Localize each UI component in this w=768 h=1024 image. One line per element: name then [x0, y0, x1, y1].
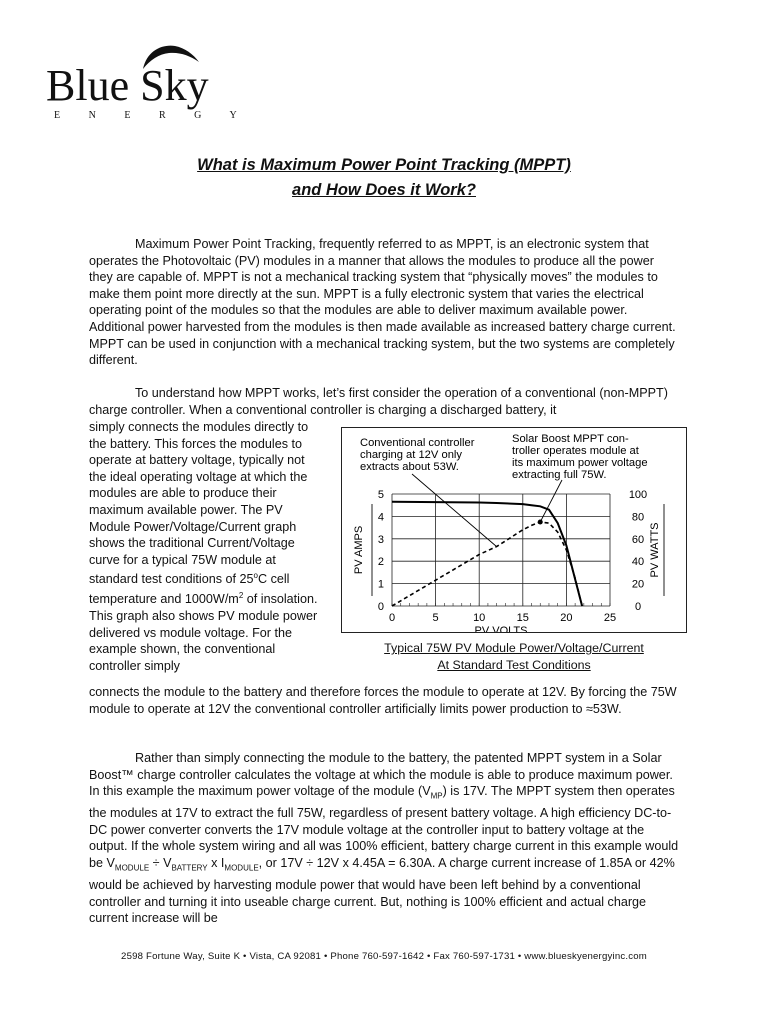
paragraph-2-intro-text: To understand how MPPT works, let’s first consider the operation of a conventional (non-MPPT) charge controller. When a conventional controller is charging a discharged battery, it: [89, 386, 668, 417]
x-tick-label: 0: [388, 612, 396, 624]
paragraph-2-wrap-c: of insolation. This graph also shows PV module power delivered vs module voltage. For the example shown, the conventional controller simply: [89, 592, 318, 673]
company-logo: [46, 42, 250, 122]
y-tick-label: 3: [377, 533, 384, 546]
y-tick-label: 5: [377, 489, 384, 501]
annotation-right-line: its maximum power voltage: [512, 457, 648, 469]
annotation-left-line: extracts about 53W.: [360, 461, 459, 473]
p3-part-c: ÷ V: [149, 856, 172, 871]
title-line-1: What is Maximum Power Point Tracking (MPPT): [197, 156, 571, 174]
page-title: [0, 153, 768, 203]
annotation-left-line: Conventional controller: [360, 437, 475, 449]
degree-mark: o: [253, 571, 258, 581]
p3-sub-module-1: MODULE: [114, 863, 150, 873]
paragraph-2-wrap-a: simply connects the modules directly to the battery. This forces the modules to operate at battery voltage, typically not the ideal operating voltage at which the modules are able to produce their maximum available power. The PV Module Power/Voltage/Current graph shows the traditional Current/Voltage curve for a typical 75W module at standard test conditions of 25: [89, 420, 309, 587]
annotation-left-leader: [412, 474, 497, 547]
paragraph-2-wrapped: [89, 419, 321, 674]
p3-part-b: ) is 17V. The MPPT system then operates the modules at 17V to extract the full 75W, regardless of present battery voltage. A high efficiency DC-to-DC power converter converts the 17V module voltage at the controller input to battery voltage at the output. If the whole system wiring and all was 100% efficient, battery charge current in this example would be V: [89, 784, 679, 871]
caption-line-1: Typical 75W PV Module Power/Voltage/Current: [384, 641, 644, 655]
p3-sub-module-2: MODULE: [224, 863, 259, 873]
paragraph-2-rest-text: connects the module to the battery and therefore forces the module to operate at 12V. By forcing the 75W module to operate at 12V the conventional controller artificially limits power production to ≈53W.: [89, 685, 677, 716]
logo-name: Blue Sky: [46, 61, 209, 110]
paragraph-2-intro: [89, 385, 679, 418]
p3-part-e: , or 17V ÷ 12V x 4.45A = 6.30A. A charge current increase of 1.85A or 42% would be achieved by harvesting module power that would have been left behind by a conventional controller and turning it into useable charge current. But, nothing is 100% efficient and actual charge current increase will be: [89, 856, 675, 926]
y-tick-label: 2: [377, 556, 384, 569]
annotation-right-line: troller operates module at: [512, 445, 639, 457]
x-tick-label: 5: [432, 612, 439, 624]
paragraph-3-text: [89, 750, 679, 927]
x-axis-label: PV VOLTS: [474, 625, 528, 632]
x-tick-label: 20: [560, 612, 573, 624]
p3-part-d: x I: [207, 856, 225, 871]
figure-caption: [341, 640, 687, 674]
x-tick-label: 15: [516, 612, 529, 624]
paragraph-1-text: Maximum Power Point Tracking, frequently referred to as MPPT, is an electronic system that operates the Photovoltaic (PV) modules in a manner that allows the modules to produce all the power they are capable of. MPPT is not a mechanical tracking system that “physically moves” the modules to make them point more directly at the sun. MPPT is a fully electronic system that varies the electrical operating point of the modules so that the modules are able to deliver maximum available power. Additional power harvested from the modules is then made available as increased battery charge current. MPPT can be used in conjunction with a mechanical tracking system, but the two systems are completely different.: [89, 237, 676, 368]
series-power-line: [392, 522, 582, 606]
y2-tick-label: 80: [631, 511, 645, 524]
p3-sub-battery: BATTERY: [171, 863, 208, 873]
x-tick-label: 10: [473, 612, 486, 624]
logo-subtitle: E N E R G Y: [54, 110, 250, 121]
annotation-right-line: Solar Boost MPPT con-: [512, 433, 629, 445]
series-current-line: [392, 502, 582, 606]
paragraph-2-rest: [89, 684, 679, 717]
pv-chart: [342, 428, 686, 632]
y-tick-label: 0: [377, 601, 384, 613]
y2-tick-label: 40: [631, 556, 645, 569]
annotation-left-line: charging at 12V only: [360, 449, 462, 461]
y2-axis-label: PV WATTS: [649, 522, 661, 578]
caption-line-2: At Standard Test Conditions: [437, 658, 591, 672]
x-tick-label: 25: [603, 612, 617, 624]
footer-contact: 2598 Fortune Way, Suite K • Vista, CA 92081 • Phone 760-597-1642 • Fax 760-597-1731 • www.blueskyenergyinc.com: [121, 951, 647, 962]
y2-tick-label: 100: [628, 489, 648, 501]
annotation-right-line: extracting full 75W.: [512, 469, 607, 481]
mppt-point-marker: [538, 520, 543, 525]
paragraph-2-wrap-b: C cell temperature and 1000W/m: [89, 572, 290, 607]
y-tick-label: 4: [377, 511, 384, 524]
annotation-right-leader: [540, 480, 562, 522]
y-axis-label: PV AMPS: [353, 525, 365, 575]
title-line-2: and How Does it Work?: [292, 181, 476, 199]
paragraph-3: [89, 750, 679, 927]
paragraph-1: [89, 236, 679, 369]
p3-part-a: Rather than simply connecting the module to the battery, the patented MPPT system in a Solar Boost™ charge controller calculates the voltage at which the module is able to produce maximum power. In this example the maximum power voltage of the module (V: [89, 751, 673, 799]
y2-tick-label: 0: [634, 601, 642, 613]
y2-tick-label: 20: [631, 578, 645, 591]
pv-chart-figure: [341, 427, 687, 633]
p3-sub-mp: MP: [430, 791, 443, 801]
y-tick-label: 1: [377, 578, 384, 591]
squared-mark: 2: [238, 591, 244, 601]
y2-tick-label: 60: [631, 533, 645, 546]
